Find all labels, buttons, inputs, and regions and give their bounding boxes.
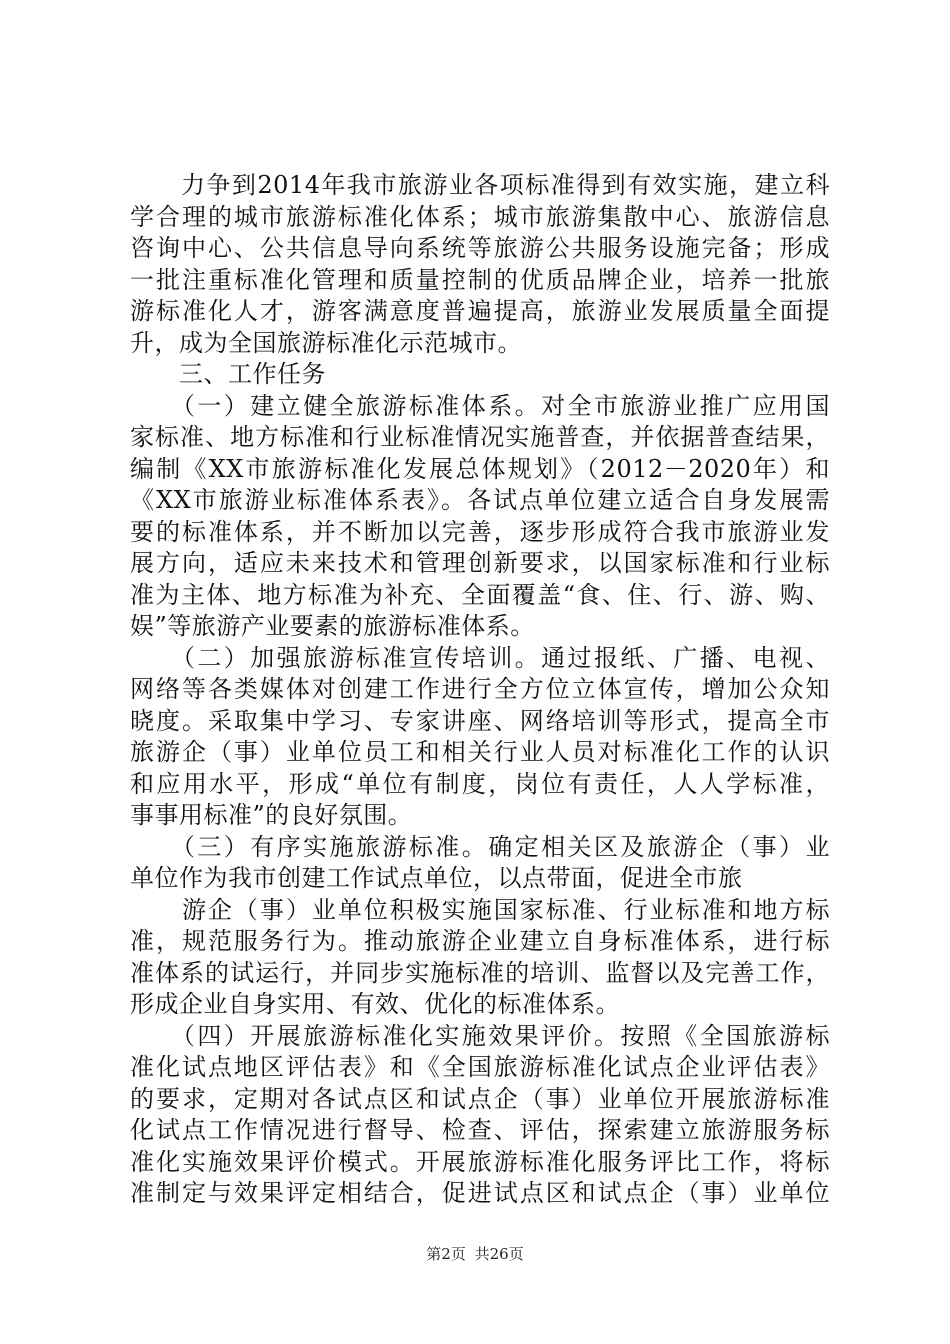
text-line: 力争到2014年我市旅游业各项标准得到有效实施，建立科 [130, 171, 830, 199]
text-line: 《XX市旅游业标准体系表》。各试点单位建立适合自身发展需 [130, 486, 830, 514]
text-line: 编制《XX市旅游标准化发展总体规划》（2012－2020年）和 [130, 454, 830, 483]
text-line: 准化实施效果评价模式。开展旅游标准化服务评比工作，将标 [130, 1147, 830, 1176]
text-line: 三、工作任务 [130, 360, 326, 388]
text-line: （二）加强旅游标准宣传培训。通过报纸、广播、电视、 [130, 643, 830, 672]
text-line: 网络等各类媒体对创建工作进行全方位立体宣传，增加公众知 [130, 675, 830, 703]
page-number: 第2页 [426, 1245, 466, 1263]
body-text [130, 170, 830, 1210]
text-line: 咨询中心、公共信息导向系统等旅游公共服务设施完备；形成 [130, 234, 830, 262]
text-line: 要的标准体系，并不断加以完善，逐步形成符合我市旅游业发 [130, 517, 830, 546]
text-line: 晓度。采取集中学习、专家讲座、网络培训等形式，提高全市 [130, 706, 830, 735]
text-line: （四）开展旅游标准化实施效果评价。按照《全国旅游标 [130, 1021, 830, 1050]
text-line: 展方向，适应未来技术和管理创新要求，以国家标准和行业标 [130, 549, 830, 577]
text-line: 准体系的试运行，并同步实施标准的培训、监督以及完善工作， [130, 958, 830, 987]
text-line: 和应用水平，形成“单位有制度，岗位有责任，人人学标准， [130, 769, 830, 798]
text-line: 事事用标准”的良好氛围。 [130, 801, 413, 829]
page-footer [0, 1243, 950, 1264]
text-line: 准，规范服务行为。推动旅游企业建立自身标准体系，进行标 [130, 927, 830, 955]
text-line: （三）有序实施旅游标准。确定相关区及旅游企（事）业 [130, 832, 830, 861]
text-line: 家标准、地方标准和行业标准情况实施普查，并依据普查结果， [130, 423, 830, 451]
text-line: 旅游企（事）业单位员工和相关行业人员对标准化工作的认识 [130, 738, 830, 766]
text-line: 学合理的城市旅游标准化体系；城市旅游集散中心、旅游信息 [130, 202, 830, 231]
text-line: 的要求，定期对各试点区和试点企（事）业单位开展旅游标准 [130, 1084, 830, 1113]
text-line: 升，成为全国旅游标准化示范城市。 [130, 328, 522, 357]
text-line: 游企（事）业单位积极实施国家标准、行业标准和地方标 [130, 895, 830, 924]
text-line: 游标准化人才，游客满意度普遍提高，旅游业发展质量全面提 [130, 297, 830, 325]
text-line: 准化试点地区评估表》和《全国旅游标准化试点企业评估表》 [130, 1053, 830, 1081]
text-line: 单位作为我市创建工作试点单位，以点带面，促进全市旅 [130, 864, 743, 892]
page-total: 共26页 [474, 1245, 524, 1263]
text-line: 娱”等旅游产业要素的旅游标准体系。 [130, 612, 535, 640]
text-line: 一批注重标准化管理和质量控制的优质品牌企业，培养一批旅 [130, 265, 830, 294]
text-line: 形成企业自身实用、有效、优化的标准体系。 [130, 990, 620, 1018]
text-line: （一）建立健全旅游标准体系。对全市旅游业推广应用国 [130, 391, 830, 420]
text-line: 准制定与效果评定相结合，促进试点区和试点企（事）业单位 [130, 1179, 830, 1207]
text-line: 化试点工作情况进行督导、检查、评估，探索建立旅游服务标 [130, 1116, 830, 1144]
text-line: 准为主体、地方标准为补充、全面覆盖“食、住、行、游、购、 [130, 580, 830, 609]
